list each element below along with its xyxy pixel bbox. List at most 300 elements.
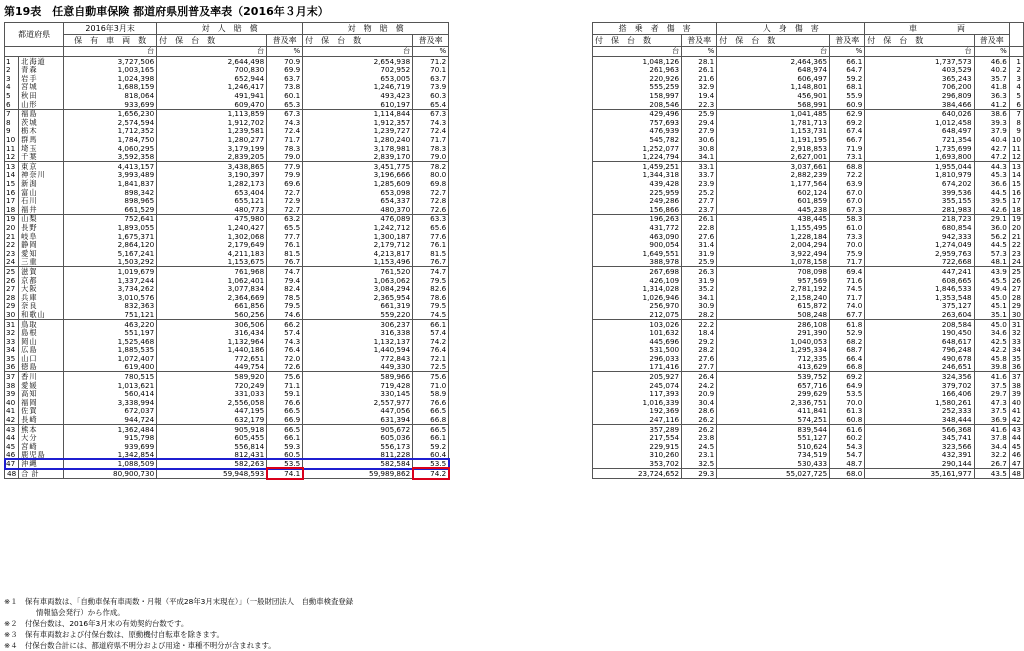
prefecture-name: 山形 [19, 100, 64, 109]
personal-policies: 1,148,801 [717, 83, 830, 92]
prefecture-name: 沖縄 [19, 459, 64, 468]
vehicle-count: 463,220 [64, 319, 157, 328]
passenger-rate: 27.9 [682, 127, 717, 136]
property-rate: 66.1 [413, 434, 449, 443]
passenger-policies: 23,724,652 [593, 468, 682, 478]
property-rate: 72.5 [413, 363, 449, 372]
personal-policies: 1,781,713 [717, 118, 830, 127]
property-policies: 2,839,170 [303, 153, 413, 162]
property-policies: 1,242,712 [303, 223, 413, 232]
bodily-policies: 3,179,199 [157, 144, 267, 153]
personal-policies: 55,027,725 [717, 468, 830, 478]
bodily-policies: 2,556,058 [157, 398, 267, 407]
vehicle-rate: 56.2 [974, 232, 1009, 241]
bodily-policies: 632,179 [157, 415, 267, 424]
table-row [593, 74, 1024, 83]
row-number: 5 [1009, 91, 1023, 100]
vehicle-count: 1,841,837 [64, 179, 157, 188]
vehicle-count: 1,656,230 [64, 109, 157, 118]
row-number: 29 [1009, 302, 1023, 311]
row-number: 20 [5, 223, 19, 232]
table-row [5, 83, 449, 92]
row-number: 46 [5, 451, 19, 460]
passenger-rate: 26.2 [682, 424, 717, 433]
property-rate: 63.7 [413, 74, 449, 83]
prefecture-name: 鳥取 [19, 319, 64, 328]
personal-policies: 411,841 [717, 407, 830, 416]
bodily-rate: 72.7 [267, 188, 303, 197]
table-row [5, 442, 449, 451]
row-number: 9 [1009, 127, 1023, 136]
row-number: 43 [5, 424, 19, 433]
bodily-policies: 1,153,675 [157, 258, 267, 267]
vehicle-count: 751,121 [64, 310, 157, 319]
passenger-policies: 1,026,946 [593, 293, 682, 302]
bodily-policies: 582,263 [157, 459, 267, 468]
personal-rate: 67.7 [830, 310, 865, 319]
prefecture-name: 岐阜 [19, 232, 64, 241]
row-number: 26 [1009, 276, 1023, 285]
vehicle-count: 2,574,594 [64, 118, 157, 127]
table-row [593, 407, 1024, 416]
personal-rate: 68.7 [830, 346, 865, 355]
vehicle-policies: 345,741 [865, 434, 974, 443]
property-policies: 661,319 [303, 302, 413, 311]
row-number: 16 [1009, 188, 1023, 197]
prefecture-name: 宮城 [19, 83, 64, 92]
vehicle-count: 1,503,292 [64, 258, 157, 267]
bodily-rate: 72.6 [267, 363, 303, 372]
property-rate: 82.6 [413, 284, 449, 293]
vehicle-count: 1,013,621 [64, 381, 157, 390]
row-number: 41 [5, 407, 19, 416]
table-row [593, 319, 1024, 328]
vehicle-count: 1,024,398 [64, 74, 157, 83]
bodily-rate: 74.3 [267, 118, 303, 127]
vehicle-rate: 44.5 [974, 188, 1009, 197]
passenger-rate: 31.9 [682, 249, 717, 258]
vehicle-count: 661,529 [64, 205, 157, 214]
personal-policies: 445,238 [717, 205, 830, 214]
bodily-rate: 79.5 [267, 302, 303, 311]
property-policies: 447,056 [303, 407, 413, 416]
table-row [5, 451, 449, 460]
footnotes [4, 596, 353, 651]
table-row [593, 424, 1024, 433]
row-number: 11 [5, 144, 19, 153]
row-number: 10 [5, 135, 19, 144]
row-number: 41 [1009, 407, 1023, 416]
personal-rate: 74.5 [830, 284, 865, 293]
row-number: 30 [5, 310, 19, 319]
passenger-policies: 267,698 [593, 267, 682, 276]
personal-rate: 63.9 [830, 179, 865, 188]
passenger-policies: 476,939 [593, 127, 682, 136]
bodily-rate: 60.1 [267, 91, 303, 100]
table-row [5, 66, 449, 75]
table-row [5, 398, 449, 407]
vehicle-policies: 290,144 [865, 459, 974, 468]
prefecture-name: 鹿児島 [19, 451, 64, 460]
personal-policies: 2,781,192 [717, 284, 830, 293]
vehicle-count: 915,798 [64, 434, 157, 443]
bodily-rate: 82.4 [267, 284, 303, 293]
footnote: ※１ 保有車両数は、「自動車保有車両数・月報（平成28年3月末現在）」（一般財団法人 自動車検査登録 [4, 597, 354, 606]
row-number: 27 [5, 284, 19, 293]
personal-rate: 64.9 [830, 381, 865, 390]
passenger-policies: 158,997 [593, 91, 682, 100]
bodily-rate: 74.7 [267, 267, 303, 276]
vehicle-policies: 348,444 [865, 415, 974, 424]
bodily-rate: 74.3 [267, 337, 303, 346]
prefecture-name: 山梨 [19, 214, 64, 223]
prefecture-name: 和歌山 [19, 310, 64, 319]
prefecture-name: 北海道 [19, 57, 64, 66]
prefecture-name: 滋賀 [19, 267, 64, 276]
property-rate: 75.6 [413, 372, 449, 381]
passenger-policies: 245,074 [593, 381, 682, 390]
passenger-policies: 1,344,318 [593, 171, 682, 180]
table-row [5, 57, 449, 66]
vehicle-header: 車 両 [865, 23, 1010, 35]
table-row [5, 407, 449, 416]
row-number: 34 [1009, 346, 1023, 355]
vehicle-count: 3,592,358 [64, 153, 157, 162]
row-number: 38 [5, 381, 19, 390]
passenger-rate: 31.9 [682, 276, 717, 285]
table-row [5, 232, 449, 241]
vehicle-policies: 1,353,548 [865, 293, 974, 302]
personal-policies: 615,872 [717, 302, 830, 311]
row-number: 24 [5, 258, 19, 267]
row-number: 17 [1009, 197, 1023, 206]
bodily-policies: 59,948,593 [157, 468, 267, 478]
personal-policies: 1,153,731 [717, 127, 830, 136]
property-policies: 631,394 [303, 415, 413, 424]
vehicle-policies: 324,356 [865, 372, 974, 381]
vehicle-count: 1,893,055 [64, 223, 157, 232]
table-row [593, 354, 1024, 363]
property-rate: 73.9 [413, 83, 449, 92]
personal-rate: 73.3 [830, 232, 865, 241]
personal-policies: 2,627,001 [717, 153, 830, 162]
table-row [593, 459, 1024, 468]
row-number: 4 [1009, 83, 1023, 92]
bodily-policies: 1,240,427 [157, 223, 267, 232]
passenger-rate: 25.2 [682, 188, 717, 197]
personal-rate: 64.7 [830, 66, 865, 75]
property-policies: 905,672 [303, 424, 413, 433]
table-row [5, 267, 449, 276]
property-rate: 57.4 [413, 328, 449, 337]
prefecture-name: 大阪 [19, 284, 64, 293]
personal-policies: 712,335 [717, 354, 830, 363]
prefecture-name: 岩手 [19, 74, 64, 83]
table-row [593, 390, 1024, 399]
row-number: 22 [5, 240, 19, 249]
vehicle-count: 1,072,407 [64, 354, 157, 363]
bodily-rate: 67.3 [267, 109, 303, 118]
property-rate: 74.7 [413, 267, 449, 276]
vehicle-policies: 246,651 [865, 363, 974, 372]
vehicle-count: 1,712,352 [64, 127, 157, 136]
unit-count: 台 [717, 47, 830, 57]
row-number: 15 [1009, 179, 1023, 188]
bodily-policies: 4,211,183 [157, 249, 267, 258]
personal-policies: 508,248 [717, 310, 830, 319]
property-policies: 1,114,844 [303, 109, 413, 118]
passenger-rate: 27.7 [682, 197, 717, 206]
row-number: 10 [1009, 135, 1023, 144]
vehicle-policies: 1,955,044 [865, 162, 974, 171]
property-policies: 1,246,719 [303, 83, 413, 92]
property-rate: 74.2 [413, 468, 449, 478]
property-rate: 71.2 [413, 57, 449, 66]
passenger-policies-header: 付 保 台 数 [593, 35, 682, 47]
property-rate: 80.0 [413, 171, 449, 180]
row-number: 28 [5, 293, 19, 302]
personal-rate: 71.7 [830, 258, 865, 267]
bodily-rate: 81.5 [267, 249, 303, 258]
row-number: 15 [5, 179, 19, 188]
table-row [593, 205, 1024, 214]
row-number: 35 [5, 354, 19, 363]
table-row [5, 144, 449, 153]
property-policies: 811,228 [303, 451, 413, 460]
property-rate: 78.2 [413, 162, 449, 171]
personal-policies: 602,124 [717, 188, 830, 197]
bodily-rate: 71.1 [267, 381, 303, 390]
bodily-policies-header: 付 保 台 数 [157, 35, 267, 47]
property-rate: 71.7 [413, 135, 449, 144]
bodily-rate: 59.3 [267, 442, 303, 451]
property-policies: 719,428 [303, 381, 413, 390]
table-row [593, 328, 1024, 337]
personal-policies: 734,519 [717, 451, 830, 460]
vehicle-policies: 1,810,979 [865, 171, 974, 180]
property-policies: 559,220 [303, 310, 413, 319]
bodily-policies: 306,506 [157, 319, 267, 328]
passenger-policies: 1,649,551 [593, 249, 682, 258]
property-policies: 1,285,609 [303, 179, 413, 188]
bodily-rate: 72.0 [267, 354, 303, 363]
row-number: 16 [5, 188, 19, 197]
vehicle-rate: 26.7 [974, 459, 1009, 468]
bodily-policies: 1,132,964 [157, 337, 267, 346]
bodily-policies: 761,968 [157, 267, 267, 276]
table-row [5, 415, 449, 424]
right-table [592, 22, 1024, 479]
property-rate: 63.3 [413, 214, 449, 223]
vehicle-policies: 1,846,533 [865, 284, 974, 293]
vehicle-count: 752,641 [64, 214, 157, 223]
bodily-rate: 74.6 [267, 310, 303, 319]
bodily-policies: 1,282,173 [157, 179, 267, 188]
bodily-rate: 79.0 [267, 153, 303, 162]
row-number: 32 [1009, 328, 1023, 337]
property-rate: 79.5 [413, 302, 449, 311]
personal-rate: 75.9 [830, 249, 865, 258]
vehicle-rate: 45.3 [974, 171, 1009, 180]
vehicle-policies: 1,693,800 [865, 153, 974, 162]
table-row [5, 188, 449, 197]
property-rate: 69.8 [413, 179, 449, 188]
personal-rate: 67.0 [830, 188, 865, 197]
bodily-rate: 69.9 [267, 66, 303, 75]
bodily-policies: 316,434 [157, 328, 267, 337]
personal-rate: 68.1 [830, 83, 865, 92]
property-rate: 60.4 [413, 451, 449, 460]
vehicle-rate-header: 普及率 [974, 35, 1009, 47]
vehicle-policies: 1,737,573 [865, 57, 974, 66]
personal-rate: 60.2 [830, 434, 865, 443]
vehicle-rate: 45.0 [974, 319, 1009, 328]
vehicle-count: 939,699 [64, 442, 157, 451]
table-row [593, 232, 1024, 241]
personal-rate: 74.0 [830, 302, 865, 311]
vehicle-rate: 48.1 [974, 258, 1009, 267]
property-rate: 65.4 [413, 100, 449, 109]
table-row [593, 258, 1024, 267]
prefecture-name: 茨城 [19, 118, 64, 127]
passenger-policies: 445,696 [593, 337, 682, 346]
row-number: 6 [1009, 100, 1023, 109]
table-row [5, 162, 449, 171]
bodily-policies: 475,980 [157, 214, 267, 223]
property-rate: 53.5 [413, 459, 449, 468]
personal-policies: 299,629 [717, 390, 830, 399]
passenger-policies: 225,959 [593, 188, 682, 197]
vehicle-policies: 323,566 [865, 442, 974, 451]
personal-policies: 291,390 [717, 328, 830, 337]
bodily-policies: 2,179,649 [157, 240, 267, 249]
property-rate: 72.6 [413, 205, 449, 214]
personal-rate: 70.0 [830, 240, 865, 249]
property-rate: 74.2 [413, 337, 449, 346]
personal-rate: 61.0 [830, 223, 865, 232]
passenger-policies: 555,259 [593, 83, 682, 92]
vehicle-rate: 45.5 [974, 276, 1009, 285]
vehicle-policies: 252,333 [865, 407, 974, 416]
bodily-policies: 491,941 [157, 91, 267, 100]
row-number: 39 [5, 390, 19, 399]
passenger-rate: 35.2 [682, 284, 717, 293]
personal-rate: 60.9 [830, 100, 865, 109]
personal-policies: 1,177,564 [717, 179, 830, 188]
passenger-policies: 353,702 [593, 459, 682, 468]
row-number: 43 [1009, 424, 1023, 433]
vehicle-rate: 40.2 [974, 66, 1009, 75]
passenger-policies: 229,915 [593, 442, 682, 451]
passenger-rate: 30.8 [682, 144, 717, 153]
prefecture-name: 京都 [19, 276, 64, 285]
passenger-rate: 20.9 [682, 390, 717, 399]
property-rate: 79.5 [413, 276, 449, 285]
table-row [5, 197, 449, 206]
passenger-rate: 18.4 [682, 328, 717, 337]
passenger-rate: 23.1 [682, 451, 717, 460]
passenger-policies: 439,428 [593, 179, 682, 188]
row-number: 38 [1009, 381, 1023, 390]
table-row [593, 127, 1024, 136]
bodily-rate: 65.3 [267, 100, 303, 109]
row-number: 23 [1009, 249, 1023, 258]
table-row [593, 162, 1024, 171]
personal-rate: 71.7 [830, 293, 865, 302]
prefecture-name: 長崎 [19, 415, 64, 424]
row-number: 26 [5, 276, 19, 285]
vehicle-policies: 379,702 [865, 381, 974, 390]
vehicle-count: 3,993,489 [64, 171, 157, 180]
vehicle-rate: 44.3 [974, 162, 1009, 171]
property-policies: 306,237 [303, 319, 413, 328]
table-row [593, 434, 1024, 443]
row-number: 21 [1009, 232, 1023, 241]
vehicle-rate: 43.5 [974, 468, 1009, 478]
vehicle-rate: 45.8 [974, 354, 1009, 363]
table-row [593, 372, 1024, 381]
passenger-policies: 208,546 [593, 100, 682, 109]
bodily-policies: 1,440,186 [157, 346, 267, 355]
passenger-policies: 296,033 [593, 354, 682, 363]
personal-header: 人 身 傷 害 [717, 23, 865, 35]
property-policies: 610,197 [303, 100, 413, 109]
table-row [5, 205, 449, 214]
passenger-rate: 28.2 [682, 310, 717, 319]
vehicle-rate: 42.7 [974, 144, 1009, 153]
passenger-policies: 1,314,028 [593, 284, 682, 293]
period-header: 2016年3月末 [64, 23, 157, 35]
table-row [593, 276, 1024, 285]
property-policies: 1,153,496 [303, 258, 413, 267]
prefecture-name: 青森 [19, 66, 64, 75]
property-rate: 67.3 [413, 109, 449, 118]
table-row [593, 100, 1024, 109]
personal-rate: 71.6 [830, 276, 865, 285]
passenger-policies: 388,978 [593, 258, 682, 267]
passenger-policies: 357,289 [593, 424, 682, 433]
table-row [5, 284, 449, 293]
property-policies: 1,063,062 [303, 276, 413, 285]
vehicle-rate: 36.9 [974, 415, 1009, 424]
table-row [5, 276, 449, 285]
personal-policies: 606,497 [717, 74, 830, 83]
property-rate: 72.4 [413, 127, 449, 136]
row-number: 1 [1009, 57, 1023, 66]
bodily-rate: 72.7 [267, 205, 303, 214]
vehicle-count: 1,784,750 [64, 135, 157, 144]
prefecture-name: 千葉 [19, 153, 64, 162]
row-number: 30 [1009, 310, 1023, 319]
passenger-rate: 26.4 [682, 372, 717, 381]
vehicle-policies: 1,735,699 [865, 144, 974, 153]
personal-policies: 2,882,239 [717, 171, 830, 180]
vehicle-rate: 37.5 [974, 381, 1009, 390]
row-number: 19 [1009, 214, 1023, 223]
passenger-rate: 26.2 [682, 415, 717, 424]
row-number: 7 [5, 109, 19, 118]
prefecture-name: 徳島 [19, 363, 64, 372]
bodily-rate: 76.7 [267, 258, 303, 267]
vehicle-rate: 46.6 [974, 57, 1009, 66]
row-number: 27 [1009, 284, 1023, 293]
row-number: 46 [1009, 451, 1023, 460]
table-row [5, 381, 449, 390]
row-number: 2 [1009, 66, 1023, 75]
prefecture-name: 山口 [19, 354, 64, 363]
bodily-rate: 66.5 [267, 407, 303, 416]
passenger-policies: 217,554 [593, 434, 682, 443]
